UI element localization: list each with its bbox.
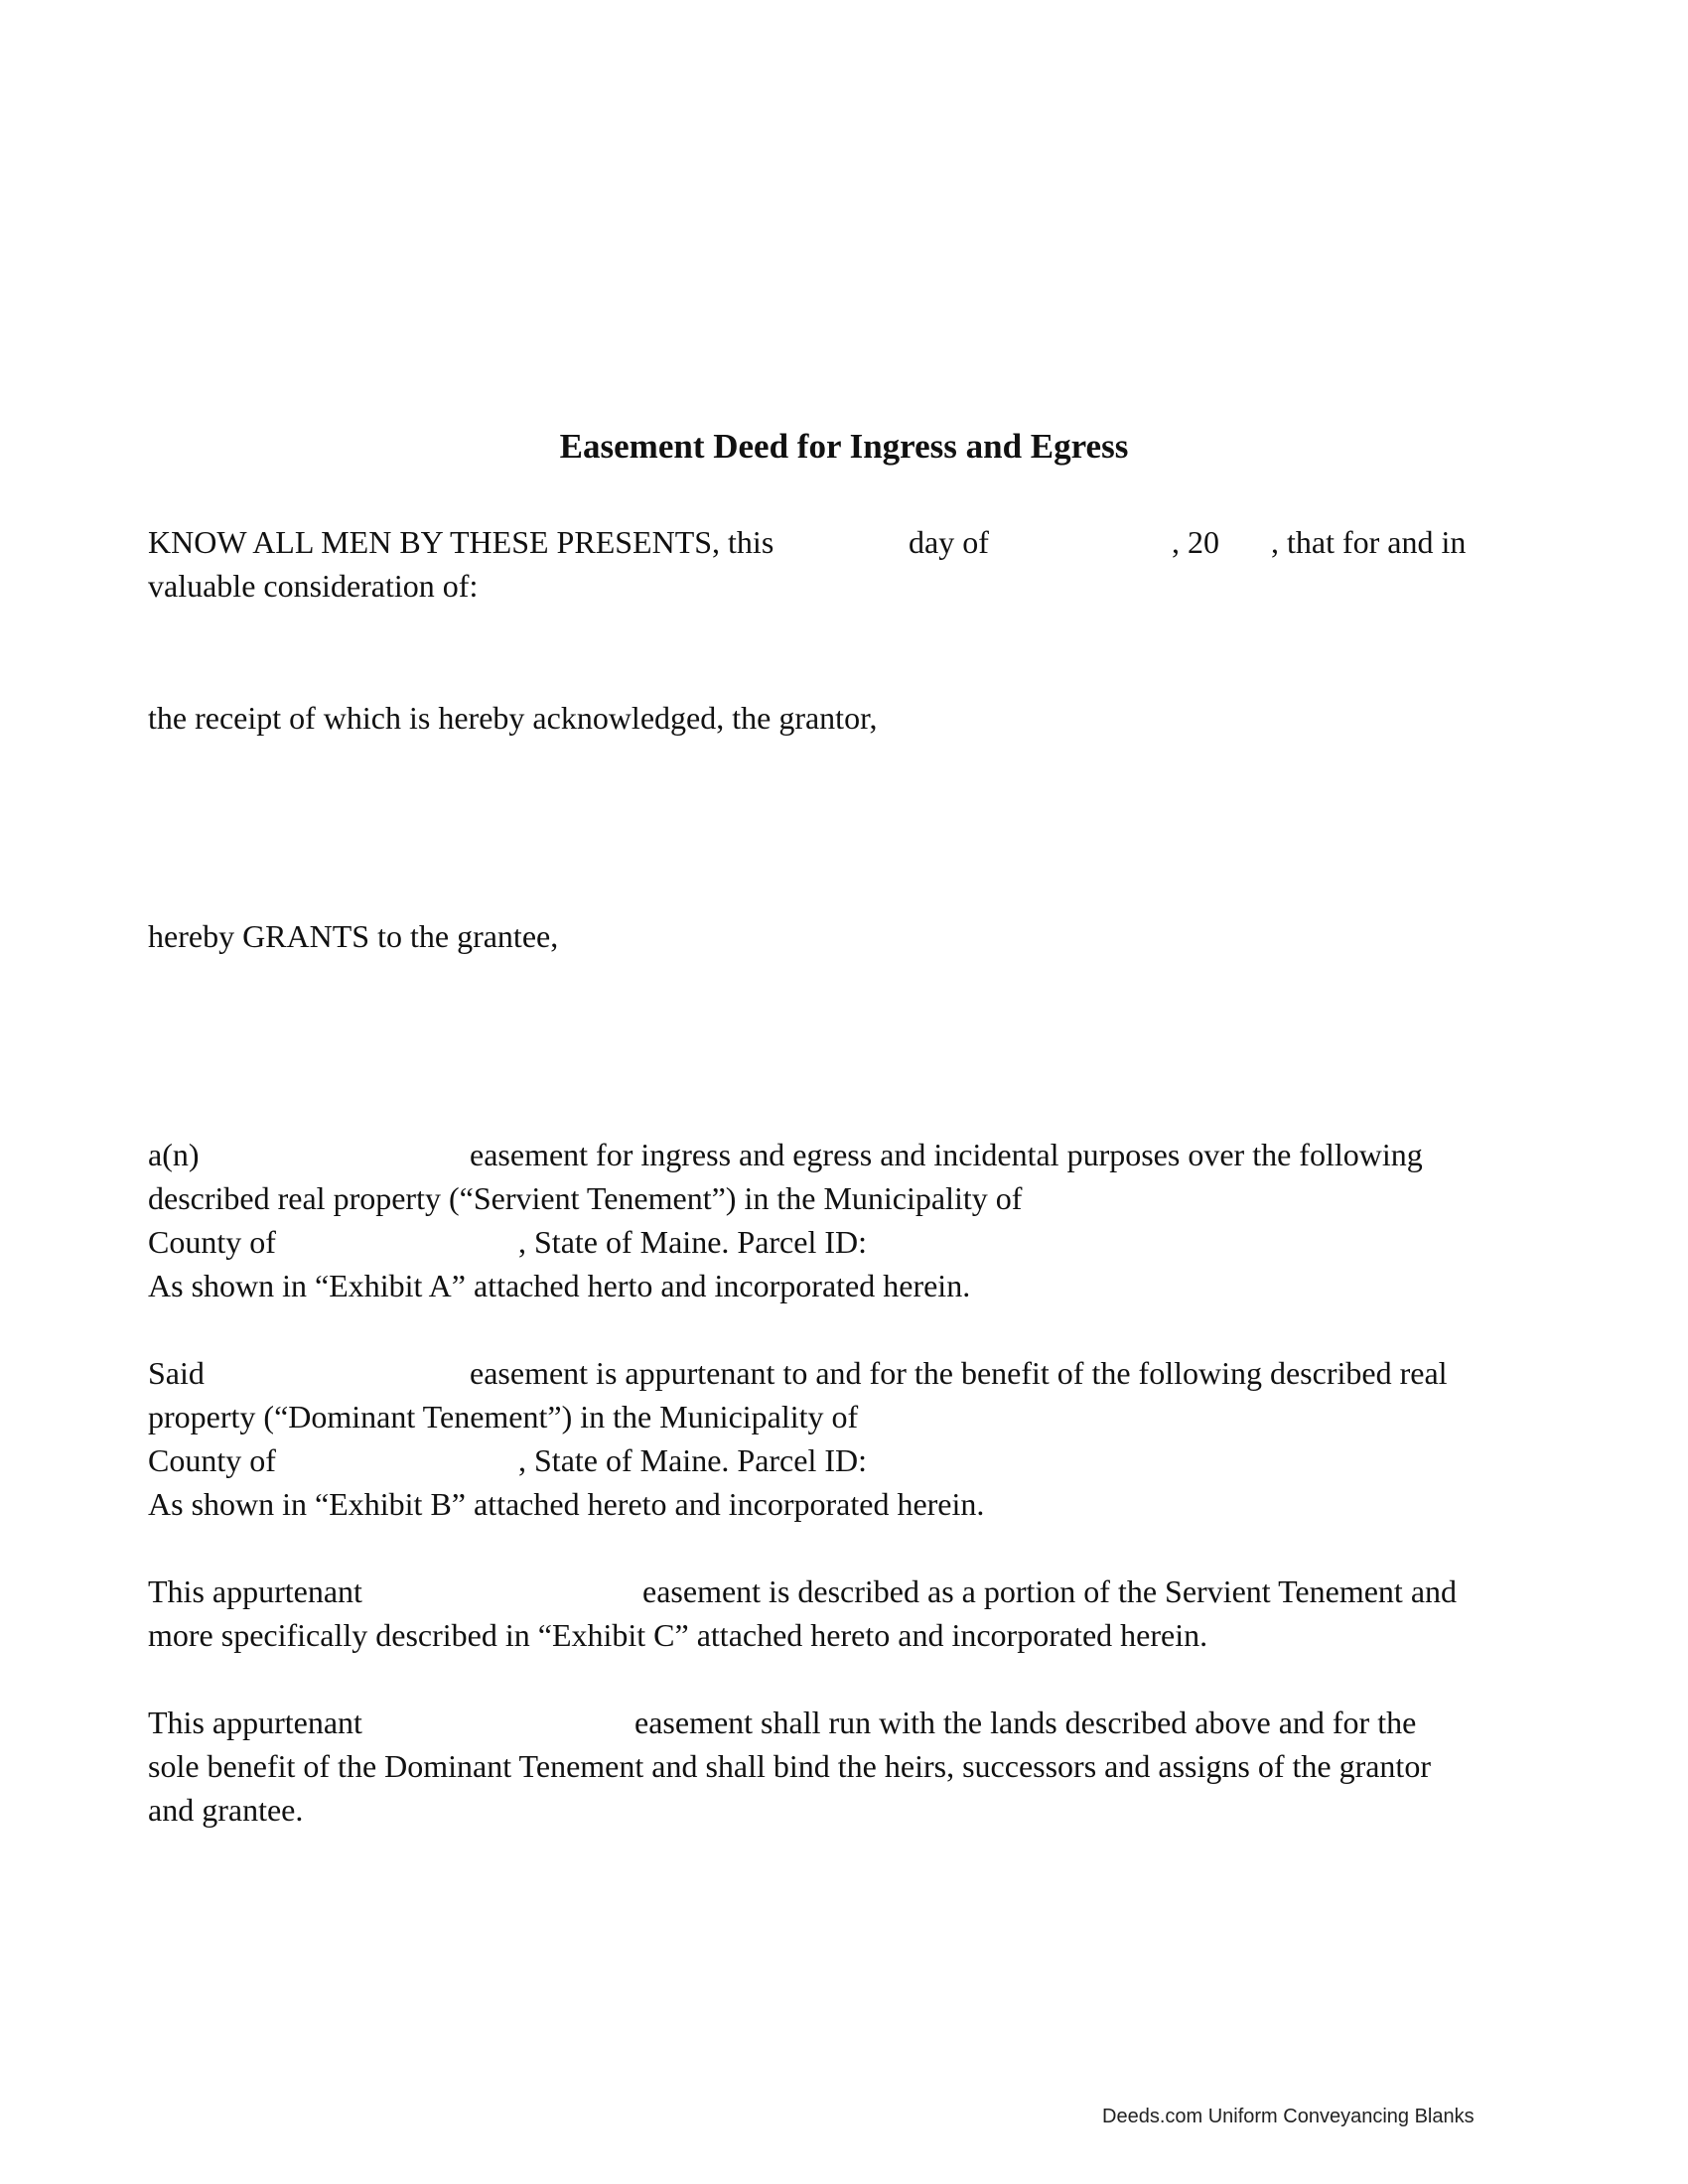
footer-text: Deeds.com Uniform Conveyancing Blanks [1102, 2106, 1475, 2127]
p1-lead: KNOW ALL MEN BY THESE PRESENTS, this [148, 524, 774, 560]
p4-lead: a(n) [148, 1137, 200, 1172]
p4-state: , State of Maine. Parcel ID: [518, 1224, 867, 1260]
p5-lead: Said [148, 1355, 205, 1391]
document-title: Easement Deed for Ingress and Egress [559, 427, 1129, 466]
p4-tail: easement for ingress and egress and incidental purposes over the following [470, 1137, 1423, 1172]
p5-county: County of [148, 1442, 276, 1478]
p7-line2: sole benefit of the Dominant Tenement and shall bind the heirs, successors and assigns of the grantor [148, 1748, 1431, 1784]
p5-exhibit: As shown in “Exhibit B” attached hereto and incorporated herein. [148, 1486, 985, 1522]
p1-line2: valuable consideration of: [148, 568, 479, 604]
p1-day-of: day of [909, 524, 989, 560]
p7-line3: and grantee. [148, 1792, 304, 1828]
p3-text: hereby GRANTS to the grantee, [148, 918, 559, 954]
p7-lead: This appurtenant [148, 1705, 362, 1740]
p4-county: County of [148, 1224, 276, 1260]
p6-line2: more specifically described in “Exhibit C” attached hereto and incorporated herein. [148, 1617, 1208, 1653]
p2-text: the receipt of which is hereby acknowledged, the grantor, [148, 700, 878, 736]
p5-state: , State of Maine. Parcel ID: [518, 1442, 867, 1478]
p1-year-prefix: , 20 [1172, 524, 1219, 560]
p6-tail: easement is described as a portion of the Servient Tenement and [642, 1573, 1458, 1609]
p5-tail: easement is appurtenant to and for the benefit of the following described real [470, 1355, 1448, 1391]
p4-line2: described real property (“Servient Tenement”) in the Municipality of [148, 1180, 1023, 1216]
p7-tail: easement shall run with the lands described above and for the [634, 1705, 1417, 1740]
p4-exhibit: As shown in “Exhibit A” attached herto and incorporated herein. [148, 1268, 971, 1303]
p6-lead: This appurtenant [148, 1573, 362, 1609]
p5-line2: property (“Dominant Tenement”) in the Municipality of [148, 1399, 859, 1434]
p1-tail: , that for and in [1271, 524, 1467, 560]
